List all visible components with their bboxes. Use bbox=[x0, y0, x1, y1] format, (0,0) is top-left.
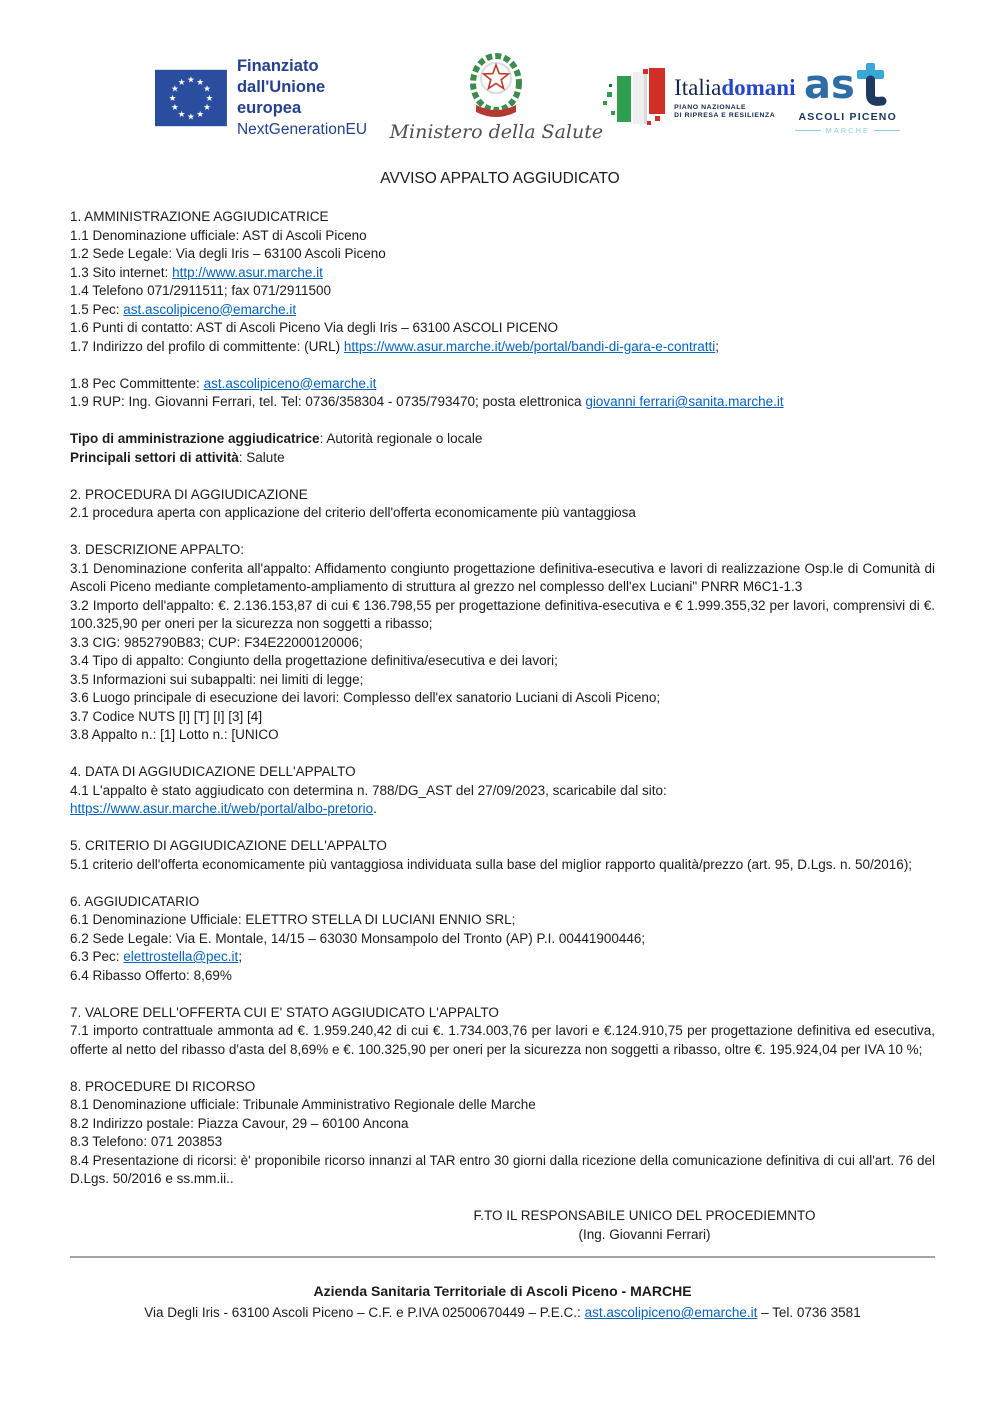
hyperlink[interactable]: https://www.asur.marche.it/web/portal/albo-pretorio bbox=[70, 801, 374, 816]
text-run: 1.9 RUP: Ing. Giovanni Ferrari, tel. Tel: 0736/358304 - 0735/793470; posta elettronica bbox=[70, 394, 586, 409]
text-run: 1.2 Sede Legale: Via degli Iris – 63100 Ascoli Piceno bbox=[70, 246, 386, 261]
signature-line1: F.TO IL RESPONSABILE UNICO DEL PROCEDIEMNTO bbox=[473, 1208, 816, 1223]
bold-label: Tipo di amministrazione aggiudicatrice bbox=[70, 431, 320, 446]
ast-region-label: MARCHE bbox=[825, 125, 870, 135]
text-run: 1.6 Punti di contatto: AST di Ascoli Piceno Via degli Iris – 63100 ASCOLI PICENO bbox=[70, 320, 559, 335]
footer-organization-name: Azienda Sanitaria Territoriale di Ascoli Piceno - MARCHE bbox=[313, 1283, 692, 1299]
item-8-3 bbox=[70, 1133, 935, 1152]
spacer bbox=[70, 356, 935, 375]
text-run: 1.7 Indirizzo del profilo di committente: (URL) bbox=[70, 338, 344, 354]
item-3-6 bbox=[70, 689, 935, 708]
text-run: 6.2 Sede Legale: Via E. Montale, 14/15 – 63030 Monsampolo del Tronto (AP) P.I. 00441900446; bbox=[70, 930, 646, 946]
signature-line2: (Ing. Giovanni Ferrari) bbox=[578, 1226, 711, 1242]
item-1-3 bbox=[70, 264, 935, 283]
item-1-1 bbox=[70, 227, 935, 246]
text-run: 8.4 Presentazione di ricorsi: è' proponibile ricorso innanzi al TAR entro 30 giorni dalla ricezione della comunicazione definitiva di cui all'art. 76 del D.Lgs. 50/2016 e ss.mm.ii.. bbox=[70, 1152, 935, 1186]
svg-text:★: ★ bbox=[171, 84, 179, 95]
text-run: 3.4 Tipo di appalto: Congiunto della progettazione definitiva/esecutiva e dei lavori; bbox=[70, 653, 558, 668]
item-8-4 bbox=[70, 1152, 935, 1189]
section-3-heading bbox=[70, 541, 935, 560]
svg-text:★: ★ bbox=[203, 84, 211, 95]
eu-funding-line1: Finanziato bbox=[236, 57, 319, 75]
spacer bbox=[70, 1059, 935, 1078]
text-run: 3.8 Appalto n.: [1] Lotto n.: [UNICO bbox=[70, 727, 279, 742]
hyperlink[interactable]: elettrostella@pec.it bbox=[123, 949, 239, 964]
text-run: 1.4 Telefono 071/2911511; fax 071/2911500 bbox=[70, 283, 331, 298]
section-6-heading bbox=[70, 893, 935, 912]
spacer bbox=[70, 745, 935, 764]
pnrr-subtitle-line1: PIANO NAZIONALE bbox=[674, 103, 747, 111]
item-8-1 bbox=[70, 1096, 935, 1115]
text-run: 6.4 Ribasso Offerto: 8,69% bbox=[70, 967, 232, 983]
spacer bbox=[70, 412, 935, 431]
text-run: ; bbox=[715, 338, 720, 354]
svg-text:★: ★ bbox=[205, 93, 214, 104]
item-6-3 bbox=[70, 948, 935, 967]
italia-domani-word-regular: Italia bbox=[674, 74, 722, 100]
spacer bbox=[70, 467, 935, 486]
italia-domani-text bbox=[674, 76, 795, 121]
spacer bbox=[70, 1189, 935, 1208]
text-run: 4. DATA DI AGGIUDICAZIONE DELL'APPALTO bbox=[70, 764, 356, 779]
text-run: 1.3 Sito internet: bbox=[70, 264, 173, 280]
text-run: . bbox=[373, 801, 377, 816]
text-run: 5. CRITERIO DI AGGIUDICAZIONE DELL'APPALTO bbox=[70, 838, 387, 853]
section-8-heading bbox=[70, 1078, 935, 1097]
text-run: ; bbox=[238, 949, 243, 964]
text-run: 3.2 Importo dell'appalto: €. 2.136.153,87 di cui € 136.798,55 per progettazione definitiva-esecutiva e € 1.999.355,32 per lavori, comprensivi di €. 100.325,90 per oneri per la sicurezza non soggetti a ribasso; bbox=[70, 597, 935, 631]
item-4-1-link bbox=[70, 800, 935, 819]
svg-text:★: ★ bbox=[187, 112, 195, 123]
text-run: 7.1 importo contrattuale ammonta ad €. 1.959.240,42 di cui €. 1.734.003,76 per lavori e €.124.910,75 per progettazione definitiva ed esecutiva, offerte al netto del ribasso d'asta del 8,69% e €. 100.325,90 per oneri per la sicurezza non soggetti a ribasso, oltre €. 195.924,04 per IVA 10 %; bbox=[70, 1023, 935, 1057]
hyperlink[interactable]: ast.ascolipiceno@emarche.it bbox=[123, 301, 297, 317]
text-run: 1.8 Pec Committente: bbox=[70, 375, 204, 391]
item-4-1 bbox=[70, 782, 935, 801]
svg-text:as: as bbox=[803, 61, 855, 108]
spacer bbox=[70, 523, 935, 542]
item-1-4 bbox=[70, 282, 935, 301]
hyperlink[interactable]: giovanni ferrari@sanita.marche.it bbox=[585, 394, 784, 409]
document-content bbox=[0, 208, 1000, 1322]
text-run: : Salute bbox=[238, 449, 285, 465]
eu-flag-icon bbox=[155, 69, 227, 127]
svg-text:★: ★ bbox=[177, 109, 186, 120]
text-run: 6.1 Denominazione Ufficiale: ELETTRO STELLA DI LUCIANI ENNIO SRL; bbox=[70, 912, 516, 927]
italia-domani-word-bold: domani bbox=[721, 74, 796, 100]
text-run: 8.1 Denominazione ufficiale: Tribunale Amministrativo Regionale delle Marche bbox=[70, 1097, 536, 1112]
eu-funding-line2: dall'Unione europea bbox=[236, 78, 326, 117]
eu-funding-line3: NextGenerationEU bbox=[236, 121, 368, 138]
svg-text:★: ★ bbox=[177, 77, 186, 88]
svg-text:★: ★ bbox=[203, 103, 211, 114]
item-1-5 bbox=[70, 301, 935, 320]
item-3-3 bbox=[70, 634, 935, 653]
ministero-salute-name: Ministero della Salute bbox=[389, 121, 604, 143]
text-run: 3.3 CIG: 9852790B83; CUP: F34E22000120006; bbox=[70, 634, 363, 650]
pixel-italian-flag-icon bbox=[603, 68, 667, 128]
item-7-1 bbox=[70, 1022, 935, 1059]
item-5-1 bbox=[70, 856, 935, 875]
item-3-1 bbox=[70, 560, 935, 597]
footer-address-pre: Via Degli Iris - 63100 Ascoli Piceno – C.F. e P.IVA 02500670449 – P.E.C.: bbox=[144, 1305, 585, 1320]
italian-republic-emblem-icon bbox=[456, 45, 536, 127]
pnrr-subtitle-line2: DI RIPRESA E RESILIENZA bbox=[674, 112, 776, 119]
svg-text:★: ★ bbox=[196, 109, 205, 120]
text-run: 1. AMMINISTRAZIONE AGGIUDICATRICE bbox=[70, 209, 329, 224]
signature-block bbox=[212, 1207, 1000, 1244]
text-run: 3.6 Luogo principale di esecuzione dei lavori: Complesso dell'ex sanatorio Luciani di Ascoli Piceno; bbox=[70, 690, 661, 705]
ast-logo bbox=[795, 62, 900, 135]
ast-region-rule-left bbox=[795, 130, 821, 131]
footer-address-post: – Tel. 0736 3581 bbox=[757, 1305, 861, 1320]
italia-domani-wordmark bbox=[674, 76, 795, 100]
hyperlink[interactable]: https://www.asur.marche.it/web/portal/bandi-di-gara-e-contratti bbox=[343, 338, 716, 354]
spacer bbox=[70, 819, 935, 838]
document-footer bbox=[70, 1282, 935, 1322]
text-run: 2.1 procedura aperta con applicazione del criterio dell'offerta economicamente più vantaggiosa bbox=[70, 505, 636, 520]
eu-funding-logo bbox=[155, 56, 390, 140]
footer-pec-link[interactable]: ast.ascolipiceno@emarche.it bbox=[584, 1305, 758, 1320]
item-8-2 bbox=[70, 1115, 935, 1134]
activity-sector-line bbox=[70, 449, 935, 468]
item-3-5 bbox=[70, 671, 935, 690]
item-3-8 bbox=[70, 726, 935, 745]
section-5-heading bbox=[70, 837, 935, 856]
item-3-7 bbox=[70, 708, 935, 727]
footer-address-line bbox=[70, 1303, 935, 1322]
text-run: 8.3 Telefono: 071 203853 bbox=[70, 1134, 223, 1149]
hyperlink[interactable]: http://www.asur.marche.it bbox=[172, 264, 323, 280]
text-run: 8. PROCEDURE DI RICORSO bbox=[70, 1078, 256, 1094]
section-1-heading bbox=[70, 208, 935, 227]
text-run: 3.1 Denominazione conferita all'appalto: Affidamento congiunto progettazione definitiva-esecutiva e lavori di realizzazione Osp.le di Comunità di Ascoli Piceno mediante completamento-ampliamento di struttura al grezzo nel complesso dell'ex Luciani" PNRR M6C1-1.3 bbox=[70, 560, 935, 594]
svg-text:★: ★ bbox=[168, 93, 177, 104]
ministero-salute-logo bbox=[390, 45, 604, 143]
svg-text:★: ★ bbox=[171, 103, 179, 114]
text-run: 1.5 Pec: bbox=[70, 301, 124, 317]
text-run: 8.2 Indirizzo postale: Piazza Cavour, 29 – 60100 Ancona bbox=[70, 1115, 409, 1131]
text-run: 3.7 Codice NUTS [I] [T] [I] [3] [4] bbox=[70, 708, 263, 724]
ast-region-rule-right bbox=[874, 130, 900, 131]
spacer bbox=[70, 985, 935, 1004]
text-run: 3.5 Informazioni sui subappalti: nei limiti di legge; bbox=[70, 671, 364, 687]
item-1-2 bbox=[70, 245, 935, 264]
item-6-2 bbox=[70, 930, 935, 949]
text-run: 4.1 L'appalto è stato aggiudicato con determina n. 788/DG_AST del 27/09/2023, scaricabile dal sito: bbox=[70, 782, 667, 798]
text-run: 6. AGGIUDICATARIO bbox=[70, 893, 200, 909]
item-3-4 bbox=[70, 652, 935, 671]
hyperlink[interactable]: ast.ascolipiceno@emarche.it bbox=[203, 375, 377, 391]
eu-funding-text bbox=[237, 56, 390, 140]
item-1-9 bbox=[70, 393, 935, 412]
text-run: 6.3 Pec: bbox=[70, 949, 124, 964]
item-1-7 bbox=[70, 338, 935, 357]
text-run: : Autorità regionale o locale bbox=[319, 431, 483, 446]
item-6-1 bbox=[70, 911, 935, 930]
section-7-heading bbox=[70, 1004, 935, 1023]
text-run: 2. PROCEDURA DI AGGIUDICAZIONE bbox=[70, 486, 308, 502]
document-body bbox=[70, 208, 935, 1207]
section-4-heading bbox=[70, 763, 935, 782]
bold-label: Principali settori di attività bbox=[70, 449, 239, 465]
document-header bbox=[155, 48, 900, 148]
text-run: 3. DESCRIZIONE APPALTO: bbox=[70, 542, 245, 557]
item-2-1 bbox=[70, 504, 935, 523]
footer-divider bbox=[70, 1256, 935, 1258]
admin-type-line bbox=[70, 430, 935, 449]
item-3-2 bbox=[70, 597, 935, 634]
item-1-8 bbox=[70, 375, 935, 394]
italia-domani-logo bbox=[603, 68, 795, 128]
svg-text:★: ★ bbox=[196, 77, 205, 88]
spacer bbox=[70, 874, 935, 893]
item-1-6 bbox=[70, 319, 935, 338]
item-6-4 bbox=[70, 967, 935, 986]
text-run: 7. VALORE DELL'OFFERTA CUI E' STATO AGGIUDICATO L'APPALTO bbox=[70, 1004, 499, 1020]
text-run: 1.1 Denominazione ufficiale: AST di Ascoli Piceno bbox=[70, 227, 367, 243]
section-2-heading bbox=[70, 486, 935, 505]
ast-name: ASCOLI PICENO bbox=[798, 110, 897, 123]
ast-region bbox=[795, 126, 900, 135]
page-title: AVVISO APPALTO AGGIUDICATO bbox=[380, 170, 620, 187]
pnrr-subtitle bbox=[674, 104, 795, 121]
text-run: 5.1 criterio dell'offerta economicamente più vantaggiosa individuata sulla base del miglior rapporto qualità/prezzo (art. 95, D.Lgs. n. 50/2016); bbox=[70, 856, 913, 872]
svg-text:★: ★ bbox=[187, 75, 195, 86]
ast-logotype-icon bbox=[804, 62, 892, 108]
